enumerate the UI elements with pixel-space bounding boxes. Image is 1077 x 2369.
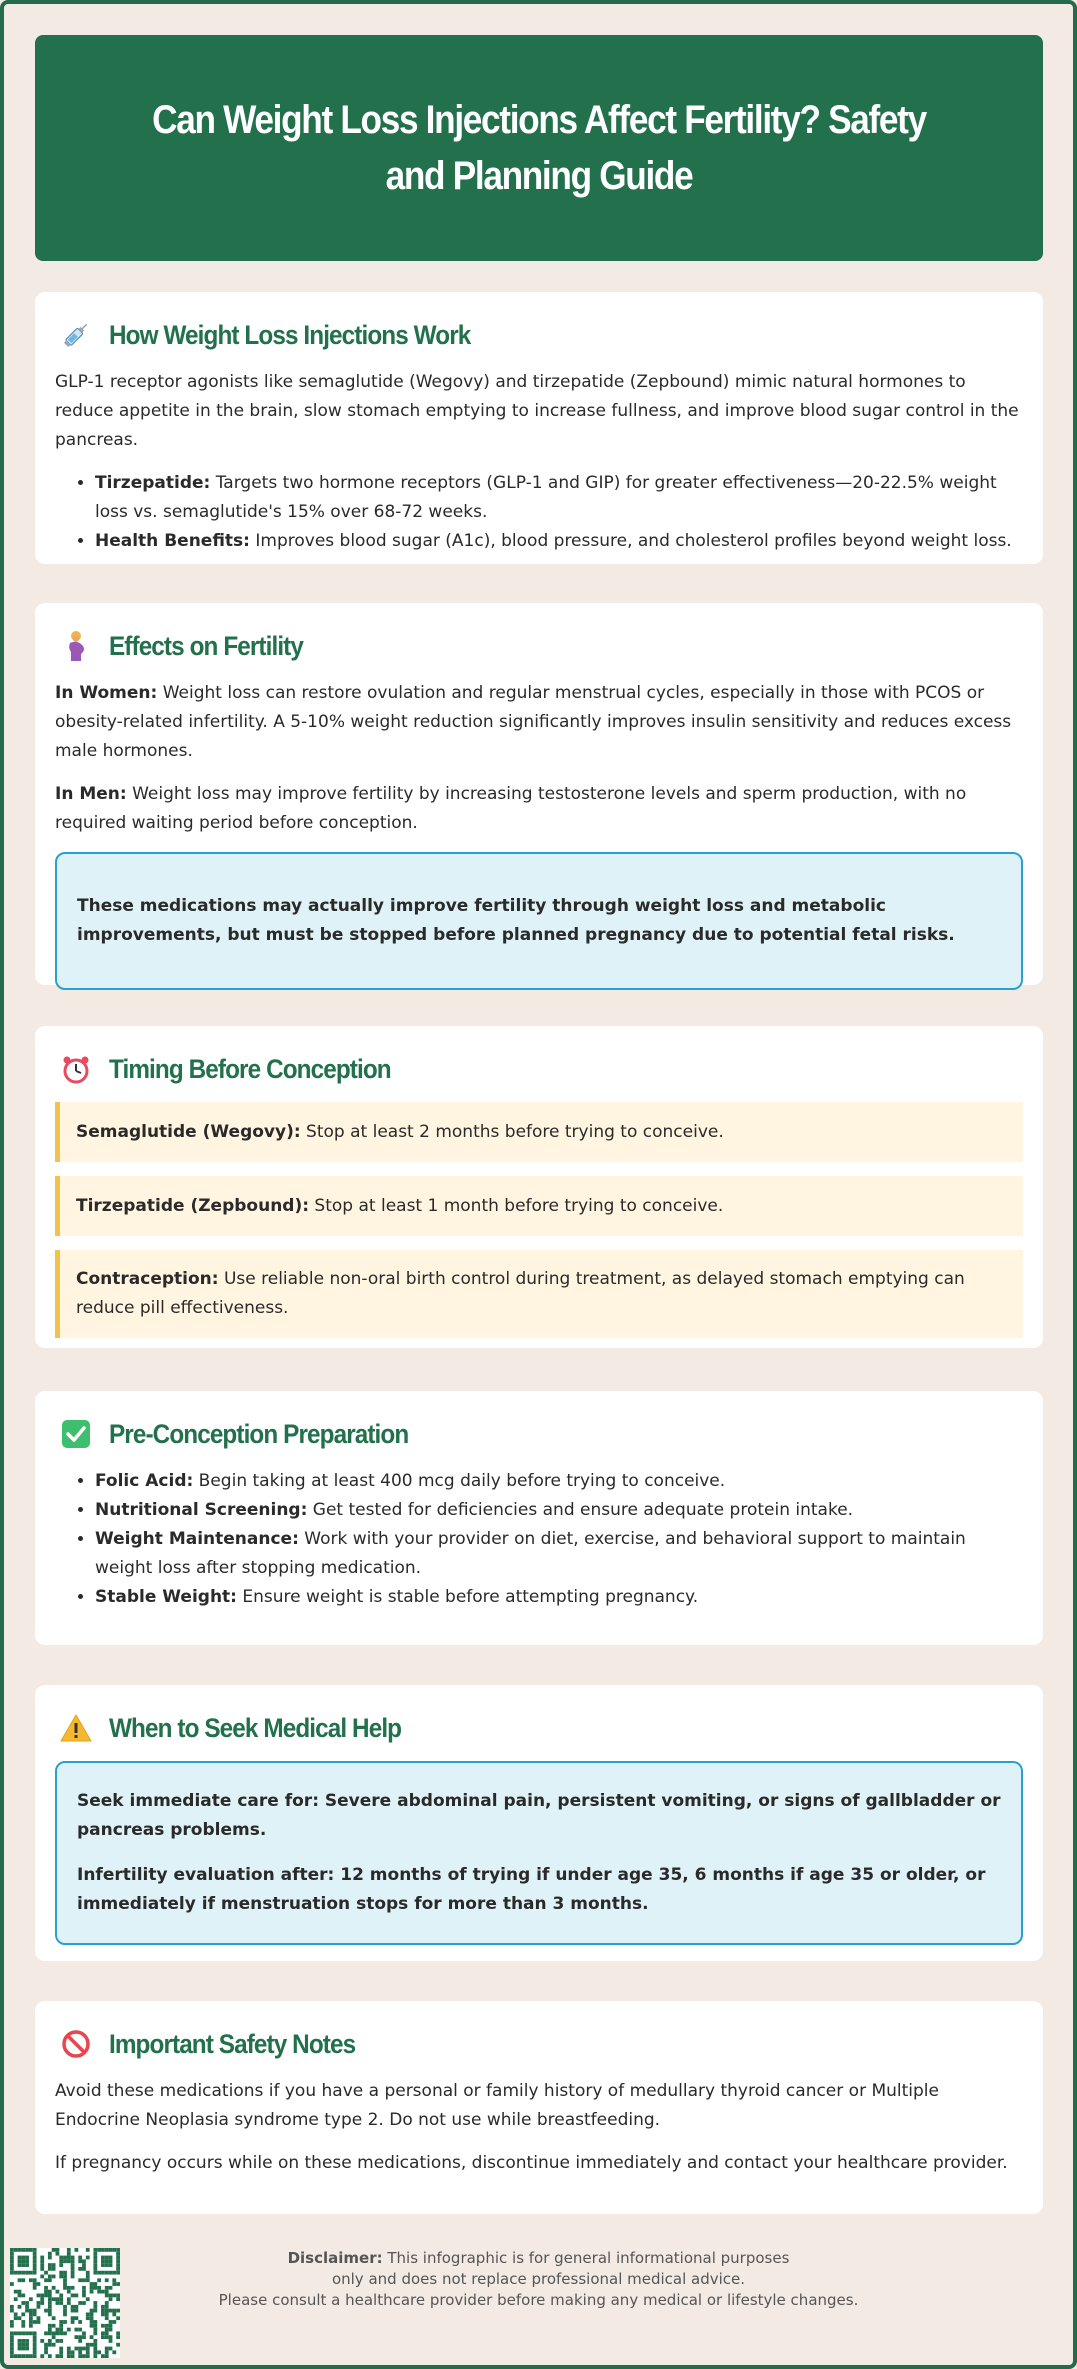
timing-item — [55, 1250, 1023, 1338]
men-label: In Men: — [55, 784, 127, 804]
list-item — [95, 1467, 1023, 1496]
item-label: Weight Maintenance: — [95, 1529, 299, 1549]
header-banner — [35, 35, 1043, 261]
item-text: Begin taking at least 400 mcg daily before trying to conceive. — [193, 1471, 726, 1491]
disclaimer-line: only and does not replace professional medical advice. — [331, 2270, 746, 2288]
item-label: Semaglutide (Wegovy): — [76, 1121, 301, 1142]
intro-text: GLP-1 receptor agonists like semaglutide (Wegovy) and tirzepatide (Zepbound) mimic natural hormones to reduce appetite in the brain, slow stomach emptying to increase fullness, and improve blood sugar control in the pancreas. — [55, 372, 1019, 450]
item-label: Tirzepatide (Zepbound): — [76, 1195, 310, 1216]
warning-icon — [59, 1711, 93, 1745]
section-preparation — [35, 1391, 1043, 1645]
list-item — [95, 1496, 1023, 1525]
section-safety-notes — [35, 2001, 1043, 2214]
list-item — [95, 527, 1023, 556]
item-text: Stop at least 2 months before trying to conceive. — [300, 1121, 724, 1142]
help-callout — [55, 1761, 1023, 1945]
alarm-clock-icon — [59, 1052, 93, 1086]
list-item — [95, 469, 1023, 527]
bullet-list — [55, 469, 1023, 556]
section-header — [55, 2021, 1023, 2067]
item-label: Tirzepatide: — [95, 473, 211, 493]
timing-text — [76, 1192, 723, 1221]
timing-text — [76, 1118, 724, 1147]
section-header — [55, 312, 1023, 358]
disclaimer-line — [0, 2248, 1077, 2269]
section-fertility — [35, 603, 1043, 985]
check-mark-icon — [59, 1417, 93, 1451]
timing-text — [76, 1265, 1007, 1323]
section-title: Pre-Conception Preparation — [109, 1418, 409, 1449]
men-paragraph — [55, 780, 1023, 838]
safety-paragraph: Avoid these medications if you have a personal or family history of medullary thyroid cancer or Multiple Endocrine Neoplasia syndrome type 2. Do not use while breastfeeding. — [55, 2081, 939, 2130]
infertility-eval-text: Infertility evaluation after: 12 months of trying if under age 35, 6 months if age 35 or older, or immediately if menstruation stops for more than 3 months. — [77, 1865, 986, 1914]
timing-item — [55, 1176, 1023, 1236]
item-label: Health Benefits: — [95, 531, 250, 551]
page-title: Can Weight Loss Injections Affect Fertility? Safety and Planning Guide — [152, 98, 926, 198]
item-text: Targets two hormone receptors (GLP-1 and GIP) for greater effectiveness—20-22.5% weight loss vs. semaglutide's 15% over 68-72 weeks. — [95, 473, 997, 522]
item-text: Ensure weight is stable before attempting pregnancy. — [237, 1587, 699, 1607]
women-text: Weight loss can restore ovulation and regular menstrual cycles, especially in those with PCOS or obesity-related infertility. A 5-10% weight reduction significantly improves insulin sensitivity and reduces excess male hormones. — [55, 683, 1012, 761]
item-label: Nutritional Screening: — [95, 1500, 308, 1520]
item-text: Use reliable non-oral birth control during treatment, as delayed stomach emptying can reduce pill effectiveness. — [76, 1269, 965, 1318]
timing-item — [55, 1102, 1023, 1162]
syringe-icon — [59, 318, 93, 352]
women-label: In Women: — [55, 683, 158, 703]
bullet-list — [55, 1467, 1023, 1612]
disclaimer — [0, 2248, 1077, 2311]
section-header — [55, 1046, 1023, 1092]
section-header — [55, 623, 1023, 669]
item-label: Stable Weight: — [95, 1587, 237, 1607]
pregnant-woman-icon — [59, 629, 93, 663]
item-text: Stop at least 1 month before trying to conceive. — [309, 1195, 724, 1216]
item-text: Get tested for deficiencies and ensure adequate protein intake. — [307, 1500, 854, 1520]
fertility-callout — [55, 852, 1023, 990]
section-title: How Weight Loss Injections Work — [109, 319, 471, 350]
section-medical-help — [35, 1685, 1043, 1961]
section-timing — [35, 1026, 1043, 1348]
urgent-care-text: Seek immediate care for: Severe abdominal pain, persistent vomiting, or signs of gallbladder or pancreas problems. — [77, 1791, 1001, 1840]
disclaimer-text: This infographic is for general informational purposes — [382, 2249, 790, 2267]
disclaimer-label: Disclaimer: — [287, 2249, 383, 2267]
section-header — [55, 1705, 1023, 1751]
section-header — [55, 1411, 1023, 1457]
item-label: Folic Acid: — [95, 1471, 194, 1491]
safety-paragraph: If pregnancy occurs while on these medications, discontinue immediately and contact your healthcare provider. — [55, 2153, 1008, 2173]
women-paragraph — [55, 679, 1023, 766]
men-text: Weight loss may improve fertility by increasing testosterone levels and sperm production, with no required waiting period before conception. — [55, 784, 967, 833]
disclaimer-line: Please consult a healthcare provider before making any medical or lifestyle changes. — [218, 2291, 859, 2309]
item-label: Contraception: — [76, 1269, 219, 1289]
list-item — [95, 1525, 1023, 1583]
item-text: Improves blood sugar (A1c), blood pressure, and cholesterol profiles beyond weight loss. — [249, 531, 1012, 551]
section-how-it-works — [35, 292, 1043, 564]
section-title: Effects on Fertility — [109, 630, 303, 661]
item-text: Work with your provider on diet, exercise, and behavioral support to maintain weight loss after stopping medication. — [95, 1529, 966, 1578]
prohibited-icon — [59, 2027, 93, 2061]
list-item — [95, 1583, 1023, 1612]
section-title: Important Safety Notes — [109, 2028, 356, 2059]
callout-text: These medications may actually improve fertility through weight loss and metabolic improvements, but must be stopped before planned pregnancy due to potential fetal risks. — [77, 896, 955, 945]
section-title: Timing Before Conception — [109, 1053, 391, 1084]
section-title: When to Seek Medical Help — [109, 1712, 402, 1743]
